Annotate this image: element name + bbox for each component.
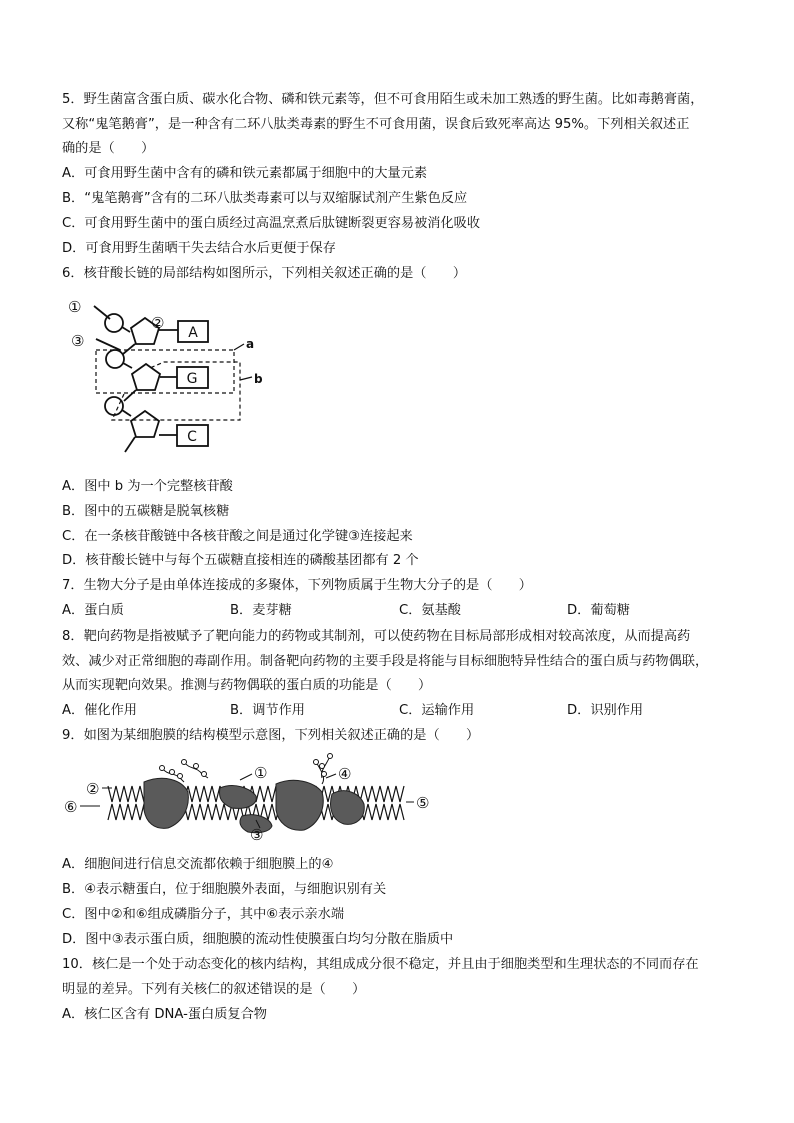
q7-option-d: D．葡萄糖 [567,603,630,618]
q10-stem-line-2: 明显的差异。下列有关核仁的叙述错误的是（ ） [62,982,366,997]
sugar-unit [170,770,175,775]
q5-stem-line-1: 5．野生菌富含蛋白质、碳水化合物、磷和铁元素等，但不可食用陌生或未加工熟透的野生菌。比如毒鹅膏菌， [62,92,704,107]
membrane-protein [331,791,365,825]
q8-option-c: C．运输作用 [399,703,475,718]
sugar-unit [202,772,207,777]
label-b: b [254,372,263,386]
label-1: ① [254,764,268,782]
q5-stem-line-2: 又称“鬼笔鹅膏”，是一种含有二环八肽类毒素的野生不可食用菌，误食后致死率高达 95%。下列相关叙述正 [62,117,690,132]
sugar-unit [182,760,187,765]
base-c-text: C [187,429,197,445]
q9-option-c: C．图中②和⑥组成磷脂分子，其中⑥表示亲水端 [62,907,345,922]
label-4: ④ [338,765,352,783]
sugar-unit [328,754,333,759]
dashed-box-a [96,350,234,393]
label-4-leader [326,774,336,778]
q5-option-b: B．“鬼笔鹅膏”含有的二环八肽类毒素可以与双缩脲试剂产生紫色反应 [62,191,468,206]
membrane-protein [276,780,323,830]
q8-stem-line-2: 效、减少对正常细胞的毒副作用。制备靶向药物的主要手段是将能与目标细胞特异性结合的蛋白质与药物偶联， [62,654,709,669]
sugar-unit [322,772,327,777]
base-g-text: G [186,371,198,387]
q6-option-b: B．图中的五碳糖是脱氧核糖 [62,504,230,519]
pentose-sugar [132,364,160,390]
q9-option-b: B．④表示糖蛋白，位于细胞膜外表面，与细胞识别有关 [62,882,387,897]
q9-option-a: A．细胞间进行信息交流都依赖于细胞膜上的④ [62,857,334,872]
q6-stem: 6．核苷酸长链的局部结构如图所示，下列相关叙述正确的是（ ） [62,266,467,281]
label-3-leader [96,339,120,350]
sugar-unit [314,760,319,765]
q7-option-c: C．氨基酸 [399,603,461,618]
label-2: ② [151,314,165,332]
membrane-protein [144,778,188,828]
label-3: ③ [71,332,85,350]
cell-membrane-diagram [64,752,434,844]
nucleotide-chain-diagram [66,292,276,468]
q6-option-d: D．核苷酸长链中与每个五碳糖直接相连的磷酸基团都有 2 个 [62,553,419,568]
sugar-unit [160,766,165,771]
q5-stem-line-3: 确的是（ ） [62,141,155,156]
phosphate-circle [105,314,123,332]
base-a-text: A [188,325,198,341]
sugar-unit [320,764,325,769]
q7-option-a: A．蛋白质 [62,603,124,618]
phosphate-circle [106,350,124,368]
label-6: ⑥ [64,798,78,816]
q8-option-a: A．催化作用 [62,703,137,718]
pentose-sugar [131,411,159,437]
q7-stem: 7．生物大分子是由单体连接成的多聚体，下列物质属于生物大分子的是（ ） [62,578,532,593]
phosphate-circle [105,397,123,415]
q6-option-a: A．图中 b 为一个完整核苷酸 [62,479,233,494]
q6-option-c: C．在一条核苷酸链中各核苷酸之间是通过化学键③连接起来 [62,529,413,544]
q9-option-d: D．图中③表示蛋白质，细胞膜的流动性使膜蛋白均匀分散在脂质中 [62,932,454,947]
sugar-unit [194,764,199,769]
q10-stem-line-1: 10．核仁是一个处于动态变化的核内结构，其组成成分很不稳定，并且由于细胞类型和生理状态的不同而存在 [62,957,699,972]
q5-option-c: C．可食用野生菌中的蛋白质经过高温烹煮后肽键断裂更容易被消化吸收 [62,216,481,231]
q8-option-d: D．识别作用 [567,703,644,718]
q5-option-d: D．可食用野生菌晒干失去结合水后更便于保存 [62,241,336,256]
dashed-box-b [112,362,240,420]
q10-option-a: A．核仁区含有 DNA-蛋白质复合物 [62,1007,267,1022]
label-3: ③ [250,826,264,844]
label-1-leader [240,774,252,780]
q8-option-b: B．调节作用 [230,703,305,718]
label-2: ② [86,780,100,798]
q8-stem-line-1: 8．靶向药物是指被赋予了靶向能力的药物或其制剂，可以使药物在目标局部形成相对较高浓度，从而提高药 [62,629,691,644]
q8-stem-line-3: 从而实现靶向效果。推测与药物偶联的蛋白质的功能是（ ） [62,678,432,693]
sugar-unit [178,774,183,779]
q9-stem: 9．如图为某细胞膜的结构模型示意图，下列相关叙述正确的是（ ） [62,728,480,743]
q7-option-b: B．麦芽糖 [230,603,292,618]
label-a: a [246,337,255,351]
label-5: ⑤ [416,794,430,812]
label-1: ① [68,298,82,316]
q5-option-a: A．可食用野生菌中含有的磷和铁元素都属于细胞中的大量元素 [62,166,428,181]
